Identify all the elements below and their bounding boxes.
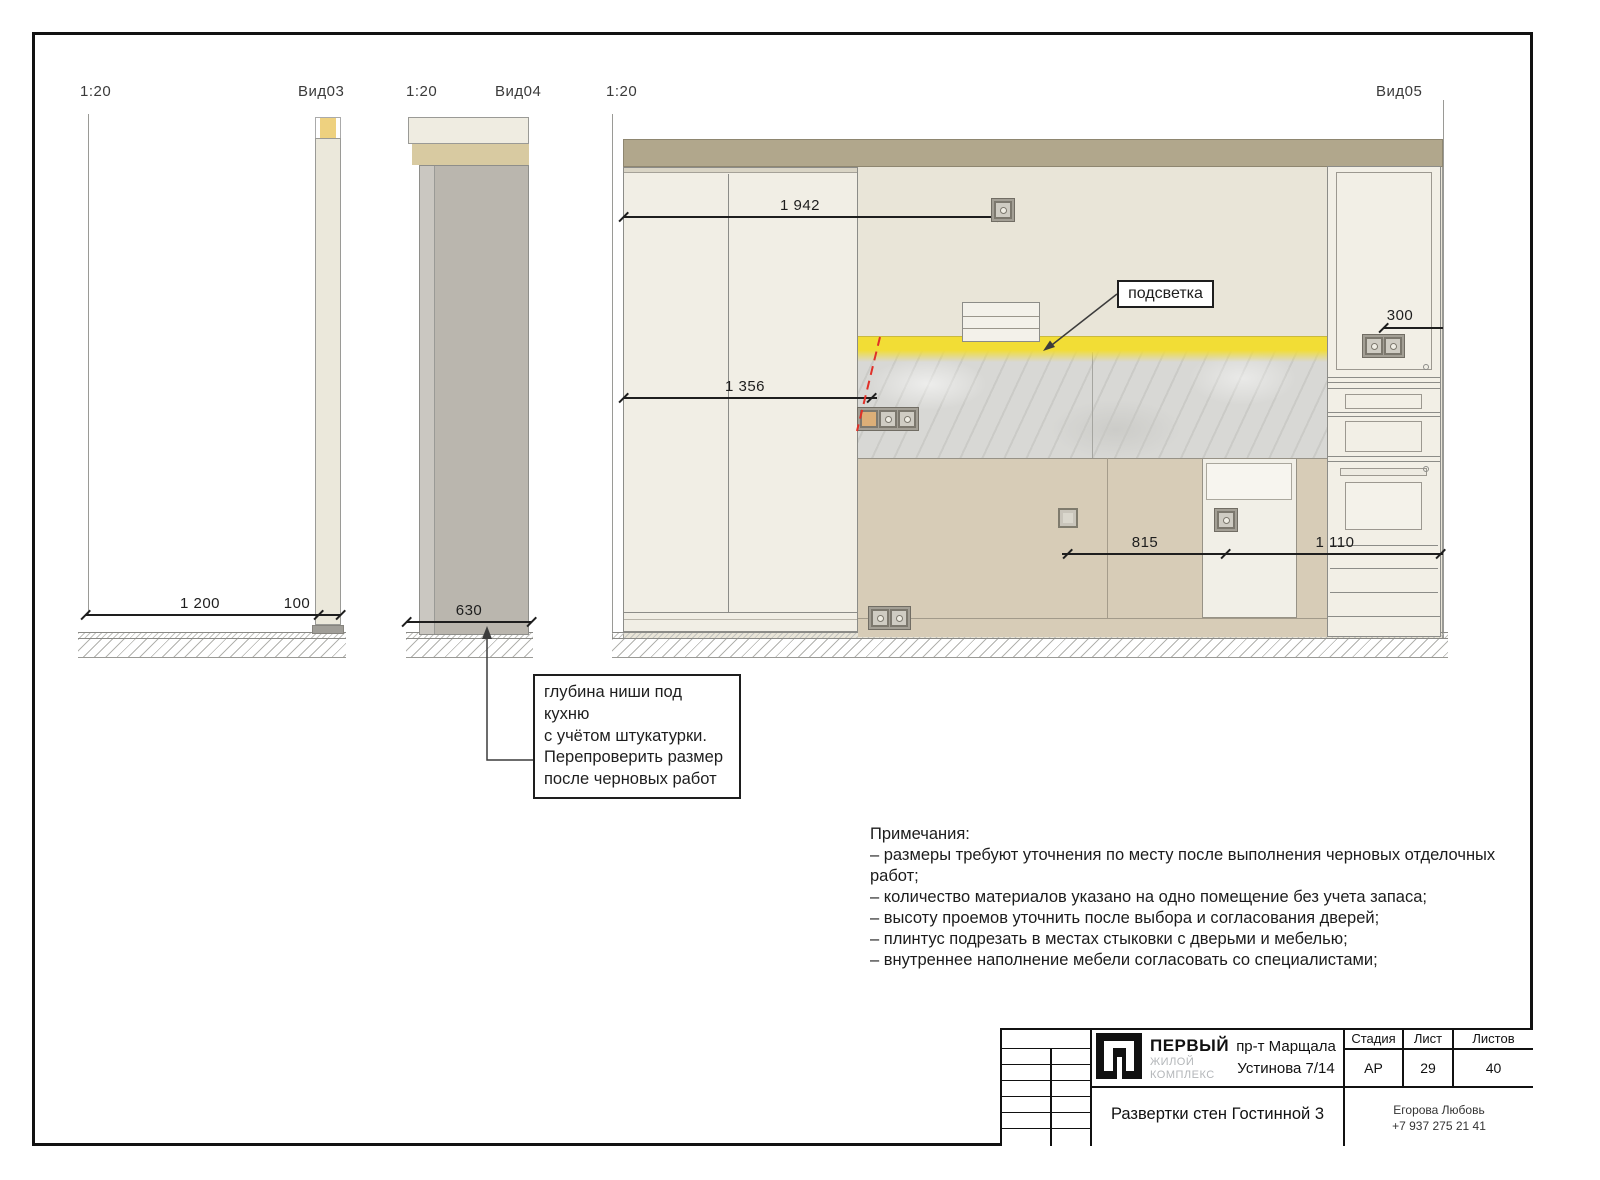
view04-tan-band	[412, 144, 529, 165]
hood-line	[963, 328, 1039, 329]
unit-divider-line	[1328, 377, 1440, 378]
revision-grid-row	[1000, 1064, 1090, 1065]
dimension-label-1942: 1 942	[779, 197, 821, 214]
note-item: – внутреннее наполнение мебели согласовать со специалистами;	[870, 950, 1378, 969]
brand-line3: КОМПЛЕКС	[1150, 1069, 1215, 1081]
view03-panel-body	[315, 138, 341, 625]
note-item: – количество материалов указано на одно помещение без учета запаса;	[870, 887, 1427, 906]
note-line: Перепроверить размер	[544, 748, 723, 767]
unit-plinth-line	[1328, 616, 1440, 617]
wardrobe-plinth-line	[624, 612, 857, 613]
dimension-label-100: 100	[283, 595, 311, 612]
view03-scale: 1:20	[80, 83, 112, 100]
sheets-label: Листов	[1472, 1031, 1515, 1046]
niche-depth-note-box	[533, 674, 741, 799]
sheet-label: Лист	[1413, 1031, 1443, 1046]
general-notes	[870, 824, 1525, 971]
note-item: – плинтус подрезать в местах стыковки с дверьми и мебелью;	[870, 929, 1348, 948]
view04-dimension-line	[406, 621, 532, 623]
brand-line2: ЖИЛОЙ	[1150, 1056, 1195, 1068]
base-plinth-line	[858, 618, 1327, 619]
switch-blank-plate	[1058, 508, 1078, 528]
appliance-niche-panel	[1206, 463, 1292, 500]
titleblock-hline	[1090, 1086, 1533, 1088]
view05-title: Вид05	[1376, 83, 1423, 100]
dimension-label-1110: 1 110	[1315, 534, 1355, 551]
author-phone: +7 937 275 21 41	[1392, 1119, 1486, 1133]
dimension-label-300: 300	[1386, 307, 1414, 324]
socket-icon	[1365, 337, 1383, 355]
project-address-line2: Устинова 7/14	[1237, 1060, 1335, 1077]
drawing-title: Развертки стен Гостинной 3	[1110, 1105, 1325, 1123]
socket-icon	[1384, 337, 1402, 355]
view03-led-strip-yellow	[320, 118, 336, 138]
unit-divider-line	[1328, 456, 1440, 457]
appliance-niche-small	[1345, 394, 1422, 409]
floor-diagonal-hatch	[78, 639, 346, 658]
note-line: глубина ниши под кухню	[544, 683, 683, 723]
appliance-niche-microwave	[1345, 421, 1422, 452]
company-logo	[1096, 1033, 1142, 1079]
view05-right-reference-line	[1443, 100, 1444, 638]
range-hood	[962, 302, 1040, 342]
revision-grid-row	[1000, 1128, 1090, 1129]
dim-line-1356	[623, 397, 877, 399]
socket-group-backsplash	[857, 407, 919, 431]
socket-icon	[994, 201, 1012, 219]
view04-soffit-panel	[408, 117, 529, 144]
socket-icon	[879, 410, 897, 428]
socket-upper-wall	[991, 198, 1015, 222]
author-name: Егорова Любовь	[1393, 1103, 1485, 1117]
unit-divider-line	[1328, 388, 1440, 389]
hood-line	[963, 316, 1039, 317]
view03-baseboard	[312, 625, 344, 634]
sheet-number: 29	[1420, 1060, 1436, 1076]
door-handle-circle	[1423, 364, 1429, 370]
view04-niche-recess	[419, 165, 529, 635]
sheets-total: 40	[1485, 1060, 1502, 1076]
note-item: – высоту проемов уточнить после выбора и согласования дверей;	[870, 908, 1380, 927]
revision-grid-row	[1000, 1048, 1090, 1049]
oven-handle-bar	[1340, 468, 1427, 476]
floor-diagonal-hatch	[612, 639, 1448, 658]
stage-label: Стадия	[1351, 1031, 1396, 1046]
unit-drawer-line	[1330, 568, 1438, 569]
project-address-line1: пр-т Марщала	[1236, 1038, 1336, 1055]
note-item: – размеры требуют уточнения по месту после выполнения черновых отделочных работ;	[870, 845, 1496, 885]
backsplash-seam	[1092, 352, 1093, 458]
view04-title: Вид04	[495, 83, 542, 100]
unit-divider-line	[1328, 416, 1440, 417]
view03-floor-section	[78, 632, 346, 658]
wardrobe-top-strip	[624, 168, 857, 173]
backlight-callout-box	[1117, 280, 1214, 308]
dimension-label-1200: 1 200	[179, 595, 221, 612]
dimension-label-1356: 1 356	[724, 378, 766, 395]
view03-dimension-line	[85, 614, 341, 616]
logo-glyph-slot	[1117, 1057, 1122, 1079]
note-line: с учётом штукатурки.	[544, 726, 707, 745]
socket-icon	[871, 609, 889, 627]
wardrobe-cabinet	[623, 167, 858, 632]
socket-niche	[1214, 508, 1238, 532]
view04-floor-section	[406, 632, 533, 658]
revision-grid-row	[1000, 1096, 1090, 1097]
view03-title: Вид03	[298, 83, 345, 100]
socket-double-bottom	[868, 606, 911, 630]
dim-line-815-1110	[1062, 553, 1443, 555]
dimension-label-815: 815	[1131, 534, 1159, 551]
revision-grid-row	[1000, 1112, 1090, 1113]
revision-grid-row	[1000, 1080, 1090, 1081]
unit-divider-line	[1328, 461, 1440, 462]
note-line: после черновых работ	[544, 770, 717, 789]
view04-scale: 1:20	[406, 83, 438, 100]
unit-divider-line	[1328, 412, 1440, 413]
dim-line-1942	[623, 216, 1001, 218]
view05-left-reference-line	[612, 114, 613, 638]
backlight-callout-label: подсветка	[1128, 285, 1203, 302]
view05-scale: 1:20	[606, 83, 638, 100]
dimension-label-630: 630	[455, 602, 483, 619]
dim-line-300	[1383, 327, 1443, 329]
door-handle-circle	[1423, 466, 1429, 472]
oven-door	[1345, 482, 1422, 530]
soffit-tan-band	[623, 139, 1443, 167]
stage-value: АР	[1364, 1060, 1383, 1076]
cable-outlet-icon	[860, 410, 878, 428]
revision-grid-divider	[1050, 1048, 1052, 1146]
unit-divider-line	[1328, 382, 1440, 383]
socket-icon	[890, 609, 908, 627]
brand-name: ПЕРВЫЙ	[1150, 1036, 1230, 1055]
led-backlight-strip	[858, 336, 1327, 362]
socket-icon	[1217, 511, 1235, 529]
floor-diagonal-hatch	[406, 639, 533, 658]
wardrobe-plinth-shadow-line	[624, 619, 857, 620]
socket-double-tall-unit	[1362, 334, 1405, 358]
view03-reference-line	[88, 114, 89, 615]
view04-niche-side-strip	[420, 166, 435, 634]
socket-icon	[898, 410, 916, 428]
notes-title: Примечания:	[870, 825, 970, 843]
titleblock-header-underline	[1343, 1048, 1533, 1050]
unit-drawer-line	[1330, 592, 1438, 593]
